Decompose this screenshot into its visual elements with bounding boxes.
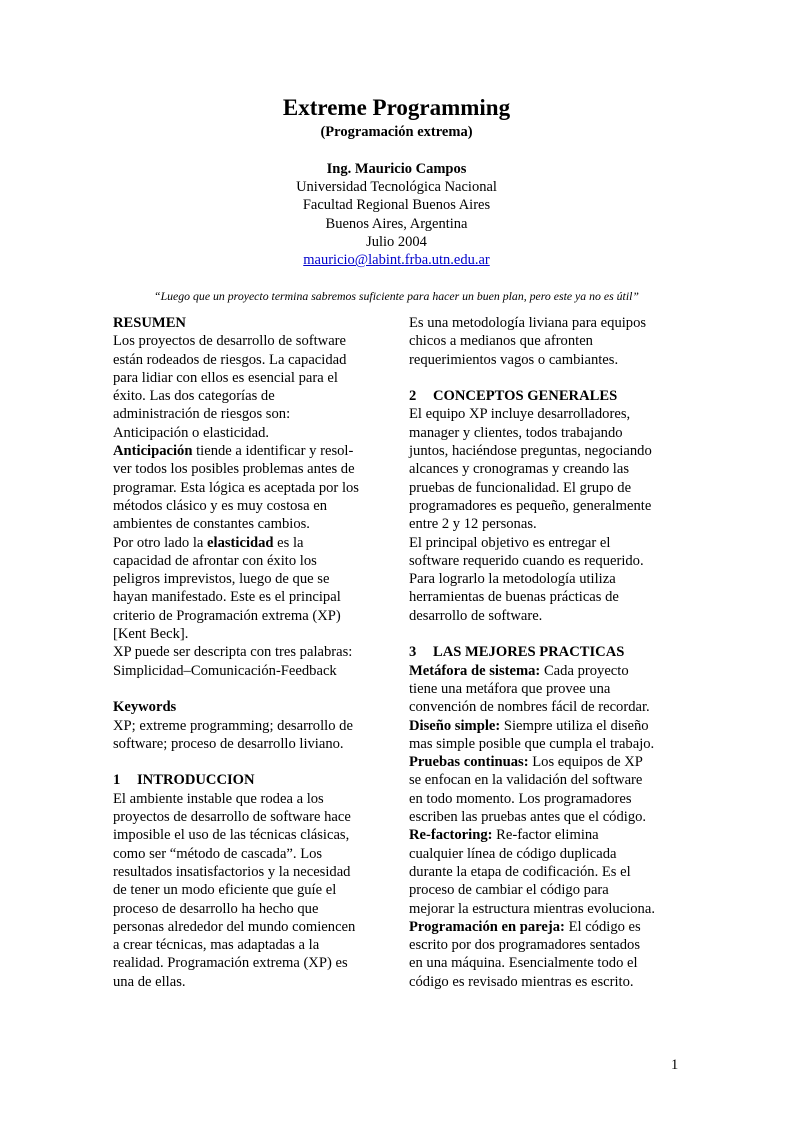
right-column — [409, 314, 689, 991]
text-line — [409, 918, 689, 936]
text-line: escrito por dos programadores sentados — [409, 937, 641, 954]
text-line: El equipo XP incluye desarrolladores, — [409, 406, 631, 423]
text-line: XP; extreme programming; desarrollo de — [113, 717, 353, 734]
text-line: Simplicidad–Comunicación-Feedback — [113, 662, 337, 679]
section-heading — [113, 771, 393, 789]
text-line: en todo momento. Los programadores — [409, 790, 632, 807]
bold-term: Anticipación — [113, 443, 193, 460]
text-line: Anticipación o elasticidad. — [113, 424, 270, 441]
affiliation-university: Universidad Tecnológica Nacional — [296, 179, 497, 195]
text-line — [113, 442, 393, 460]
section-title: INTRODUCCION — [137, 772, 255, 789]
text-line: manager y clientes, todos trabajando — [409, 424, 623, 441]
paper-title: Extreme Programming — [282, 95, 511, 120]
text-line: para lidiar con ellos es esencial para el — [113, 369, 338, 386]
text-line: proyectos de desarrollo de software hace — [113, 809, 351, 826]
text-line: tiene una metáfora que provee una — [409, 680, 611, 697]
text-line: a crear técnicas, mas adaptadas a la — [113, 937, 320, 954]
text-line: una de ellas. — [113, 973, 186, 990]
text-line: como ser “método de cascada”. Los — [113, 845, 323, 862]
text-line: éxito. Las dos categorías de — [113, 388, 275, 405]
text-line: requerimientos vagos o cambiantes. — [409, 351, 619, 368]
bold-term: elasticidad — [207, 534, 274, 551]
bold-term: Re-factoring: — [409, 827, 493, 844]
text-span: Por otro lado la — [113, 534, 208, 551]
text-line — [409, 753, 689, 771]
text-line: de tener un modo eficiente que guíe el — [113, 882, 337, 899]
text-line: herramientas de buenas prácticas de — [409, 589, 619, 606]
text-line: código es revisado mientras es escrito. — [409, 973, 634, 990]
text-line: durante la etapa de codificación. Es el — [409, 863, 631, 880]
text-span: Los equipos de XP — [528, 754, 643, 771]
text-line: [Kent Beck]. — [113, 626, 189, 643]
text-line: desarrollo de software. — [409, 607, 543, 624]
text-line: juntos, haciéndose preguntas, negociando — [409, 443, 652, 460]
text-line: resultados insatisfactorios y la necesidad — [113, 863, 351, 880]
text-line — [113, 534, 393, 552]
section-heading — [409, 643, 689, 661]
text-line: realidad. Programación extrema (XP) es — [113, 955, 348, 972]
text-span: El código es — [564, 918, 641, 935]
bold-term: Diseño simple: — [409, 717, 501, 734]
text-line: El ambiente instable que rodea a los — [113, 790, 324, 807]
text-line: en una máquina. Esencialmente todo el — [409, 955, 638, 972]
page-number: 1 — [671, 1057, 679, 1073]
affiliation-block — [0, 178, 793, 269]
blank-line — [409, 369, 689, 387]
text-line: personas alrededor del mundo comiencen — [113, 918, 356, 935]
text-span: Siempre utiliza el diseño — [500, 717, 649, 734]
text-span: es la — [273, 534, 304, 551]
section-heading: RESUMEN — [113, 315, 186, 331]
section-title: CONCEPTOS GENERALES — [433, 388, 618, 405]
text-line: cualquier línea de código duplicada — [409, 845, 617, 862]
text-span: tiende a identificar y resol- — [192, 443, 354, 460]
text-line: hayan manifestado. Este es el principal — [113, 589, 341, 606]
left-column — [113, 314, 393, 991]
text-line: métodos clásico y es muy costosa en — [113, 497, 327, 514]
text-line: El principal objetivo es entregar el — [409, 534, 611, 551]
text-line: software; proceso de desarrollo liviano. — [113, 735, 344, 752]
text-line: imposible el uso de las técnicas clásicas, — [113, 827, 350, 844]
text-line: entre 2 y 12 personas. — [409, 516, 537, 533]
bold-term: Pruebas continuas: — [409, 754, 529, 771]
text-line: peligros imprevistos, luego de que se — [113, 571, 330, 588]
text-line: XP puede ser descripta con tres palabras: — [113, 644, 353, 661]
text-line: convención de nombres fácil de recordar. — [409, 699, 650, 716]
blank-line — [113, 753, 393, 771]
text-line: administración de riesgos son: — [113, 406, 291, 423]
text-line: pruebas de funcionalidad. El grupo de — [409, 479, 632, 496]
section-title: LAS MEJORES PRACTICAS — [433, 644, 625, 661]
text-line: ambientes de constantes cambios. — [113, 516, 310, 533]
text-span: Re-factor elimina — [492, 827, 599, 844]
epigraph-quote: “Luego que un proyecto termina sabremos suficiente para hacer un buen plan, pero este ya no es útil” — [154, 289, 639, 303]
text-line: software requerido cuando es requerido. — [409, 552, 644, 569]
text-line: proceso de desarrollo ha hecho que — [113, 900, 319, 917]
affiliation-location: Buenos Aires, Argentina — [325, 215, 468, 232]
text-line: Es una metodología liviana para equipos — [409, 315, 647, 331]
text-line — [409, 662, 689, 680]
author-name: Ing. Mauricio Campos — [326, 161, 467, 177]
paper-subtitle: (Programación extrema) — [320, 124, 473, 140]
text-line — [409, 717, 689, 735]
author-email-link[interactable]: mauricio@labint.frba.utn.edu.ar — [303, 252, 490, 269]
text-line: capacidad de afrontar con éxito los — [113, 552, 317, 569]
text-line: mejorar la estructura mientras evoluciona. — [409, 900, 655, 917]
section-number: 2 — [409, 388, 417, 405]
affiliation-faculty: Facultad Regional Buenos Aires — [302, 197, 491, 214]
text-line: se enfocan en la validación del software — [409, 772, 643, 789]
text-line: están rodeados de riesgos. La capacidad — [113, 351, 347, 368]
section-heading — [409, 387, 689, 405]
section-number: 3 — [409, 644, 417, 661]
affiliation-date: Julio 2004 — [366, 233, 427, 250]
text-line: criterio de Programación extrema (XP) — [113, 607, 341, 624]
text-line: programadores es pequeño, generalmente — [409, 497, 652, 514]
text-line: alcances y cronogramas y creando las — [409, 461, 630, 478]
blank-line — [409, 625, 689, 643]
blank-line — [113, 680, 393, 698]
text-line: Los proyectos de desarrollo de software — [113, 333, 347, 350]
text-line: Para lograrlo la metodología utiliza — [409, 571, 616, 588]
section-heading: Keywords — [113, 699, 177, 716]
text-line: proceso de cambiar el código para — [409, 882, 609, 899]
text-line: chicos a medianos que afronten — [409, 333, 593, 350]
text-line — [409, 826, 689, 844]
bold-term: Metáfora de sistema: — [409, 662, 541, 679]
text-line: ver todos los posibles problemas antes de — [113, 461, 355, 478]
text-line: escriben las pruebas antes que el código. — [409, 809, 647, 826]
section-number: 1 — [113, 772, 121, 789]
bold-term: Programación en pareja: — [409, 918, 565, 935]
text-line: programar. Esta lógica es aceptada por los — [113, 479, 359, 496]
text-line: mas simple posible que cumpla el trabajo. — [409, 735, 655, 752]
text-span: Cada proyecto — [540, 662, 629, 679]
